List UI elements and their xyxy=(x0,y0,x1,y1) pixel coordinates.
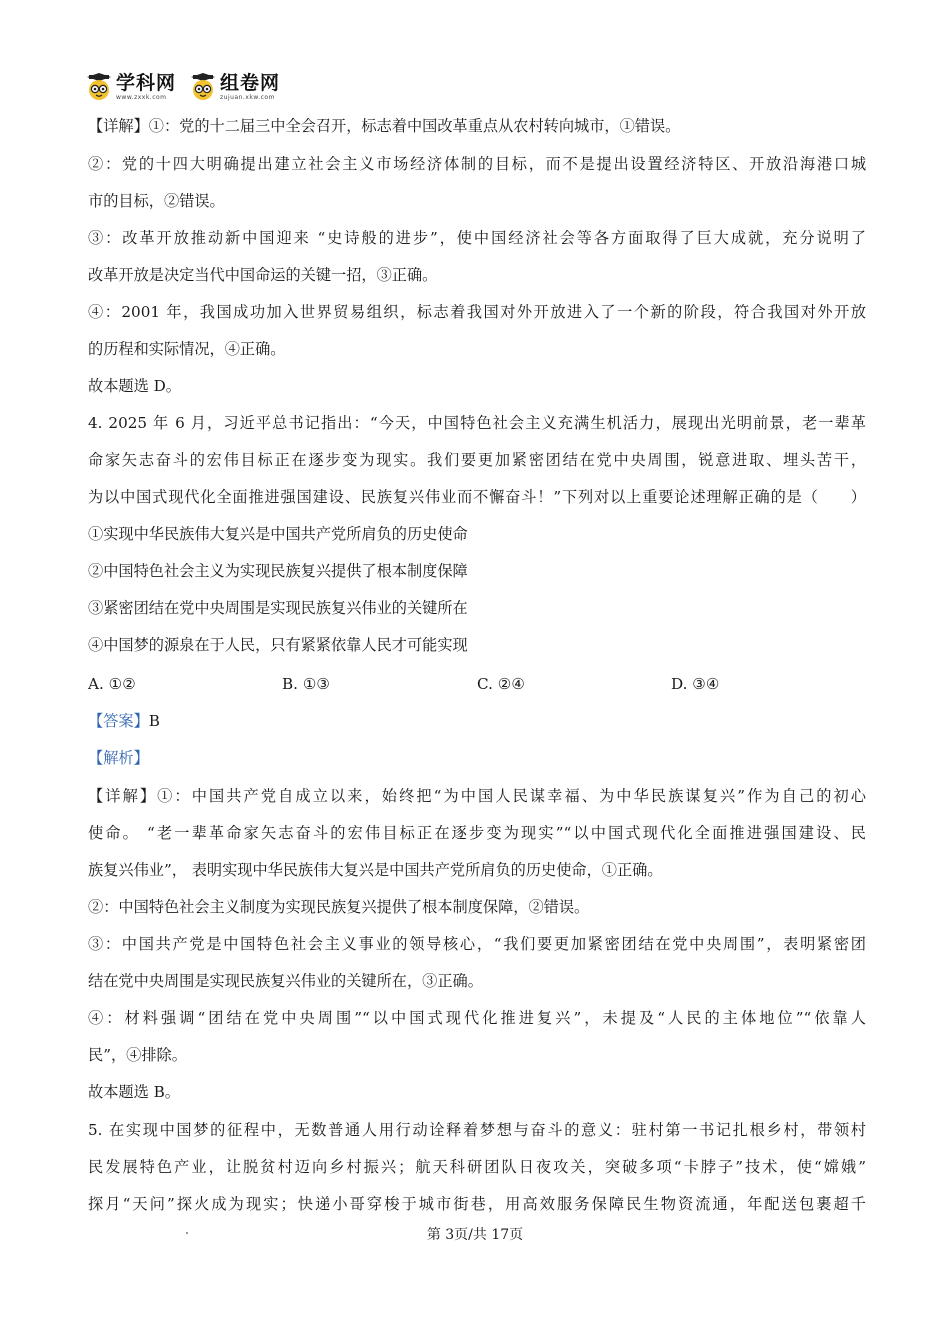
answer-tag: 【答案】 xyxy=(88,712,149,730)
q3-detail-line-1 xyxy=(88,116,680,136)
header-logos xyxy=(86,70,280,104)
owl-mascot-icon xyxy=(86,73,112,101)
logo-url: www.zxxk.com xyxy=(116,93,167,101)
q4-stem-line-3: 为以中国式现代化全面推进强国建设、民族复兴伟业而不懈奋斗！”下列对以上重要论述理解正确的是（ ） xyxy=(88,488,866,506)
q4-conclusion: 故本题选 B。 xyxy=(88,1083,180,1101)
q4-statement-4: ④中国梦的源泉在于人民，只有紧紧依靠人民才可能实现 xyxy=(88,636,468,654)
q3-conclusion: 故本题选 D。 xyxy=(88,377,181,395)
option-a: A. ①② xyxy=(88,675,136,693)
detail-tag: 【详解】 xyxy=(88,787,158,805)
q5-stem-line-1: 5. 在实现中国梦的征程中，无数普通人用行动诠释着梦想与奋斗的意义：驻村第一书记扎根乡村，带领村 xyxy=(88,1121,866,1139)
q3-detail-text: ①：党的十二届三中全会召开，标志着中国改革重点从农村转向城市，①错误。 xyxy=(148,117,681,135)
q4-statement-1: ①实现中华民族伟大复兴是中国共产党所肩负的历史使命 xyxy=(88,525,468,543)
detail-tag: 【详解】 xyxy=(88,117,149,135)
logo-zujuanwang xyxy=(190,73,280,101)
option-d: D. ③④ xyxy=(671,675,720,693)
q4-detail-line-1 xyxy=(88,786,866,806)
q5-stem-line-3: 探月“天问”探火成为现实；快递小哥穿梭于城市街巷，用高效服务保障民生物资流通，年配送包裹超千 xyxy=(88,1195,866,1213)
q3-detail-line-5: 改革开放是决定当代中国命运的关键一招，③正确。 xyxy=(88,266,438,284)
q4-detail-line-2: 使命。 “老一辈革命家矢志奋斗的宏伟目标正在逐步变为现实”“以中国式现代化全面推进强国建设、民 xyxy=(88,824,866,842)
q4-detail-line-8: 民”，④排除。 xyxy=(88,1046,187,1064)
logo-name: 学科网 xyxy=(116,71,177,94)
logo-url: zujuan.xkw.com xyxy=(220,93,275,101)
q4-detail-line-6: 结在党中央周围是实现民族复兴伟业的关键所在，③正确。 xyxy=(88,972,483,990)
q4-stem-line-1: 4. 2025 年 6 月，习近平总书记指出：“今天，中国特色社会主义充满生机活力，展现出光明前景，老一辈革 xyxy=(88,414,866,432)
logo-xuekewang xyxy=(86,73,176,101)
q4-detail-text: ①：中国共产党自成立以来，始终把“为中国人民谋幸福、为中华民族谋复兴”作为自己的初心 xyxy=(157,787,866,805)
q4-analysis-tag: 【解析】 xyxy=(88,749,149,767)
page-number: 第 3页/共 17页 xyxy=(426,1227,524,1243)
q4-detail-line-7: ④：材料强调“团结在党中央周围”“以中国式现代化推进复兴”，未提及“人民的主体地位”“依靠人 xyxy=(88,1009,866,1027)
q4-detail-line-3: 族复兴伟业”， 表明实现中华民族伟大复兴是中国共产党所肩负的历史使命，①正确。 xyxy=(88,861,663,879)
q3-detail-line-7: 的历程和实际情况，④正确。 xyxy=(88,340,286,358)
q4-stem-line-2: 命家矢志奋斗的宏伟目标正在逐步变为现实。我们要更加紧密团结在党中央周围，锐意进取、埋头苦干， xyxy=(88,451,866,469)
option-b: B. ①③ xyxy=(282,675,331,693)
q4-statement-3: ③紧密团结在党中央周围是实现民族复兴伟业的关键所在 xyxy=(88,599,468,617)
option-c: C. ②④ xyxy=(477,675,525,693)
owl-mascot-icon xyxy=(190,73,216,101)
q3-detail-line-4: ③：改革开放推动新中国迎来 “史诗般的进步”，使中国经济社会等各方面取得了巨大成就，充分说明了 xyxy=(88,229,866,247)
q4-answer xyxy=(88,711,160,731)
q4-detail-line-5: ③：中国共产党是中国特色社会主义事业的领导核心，“我们要更加紧密团结在党中央周围”，表明紧密团 xyxy=(88,935,866,953)
q4-statement-2: ②中国特色社会主义为实现民族复兴提供了根本制度保障 xyxy=(88,562,468,580)
q3-detail-line-2: ②：党的十四大明确提出建立社会主义市场经济体制的目标，而不是提出设置经济特区、开放沿海港口城 xyxy=(88,155,866,173)
q5-stem-line-2: 民发展特色产业，让脱贫村迈向乡村振兴；航天科研团队日夜攻关，突破多项“卡脖子”技术，使“嫦娥” xyxy=(88,1158,866,1176)
q3-detail-line-6: ④：2001 年，我国成功加入世界贸易组织，标志着我国对外开放进入了一个新的阶段，符合我国对外开放 xyxy=(88,303,866,321)
q3-detail-line-3: 市的目标，②错误。 xyxy=(88,192,225,210)
q4-detail-line-4: ②：中国特色社会主义制度为实现民族复兴提供了根本制度保障，②错误。 xyxy=(88,898,590,916)
answer-value: B xyxy=(148,712,160,730)
logo-name: 组卷网 xyxy=(220,71,281,94)
